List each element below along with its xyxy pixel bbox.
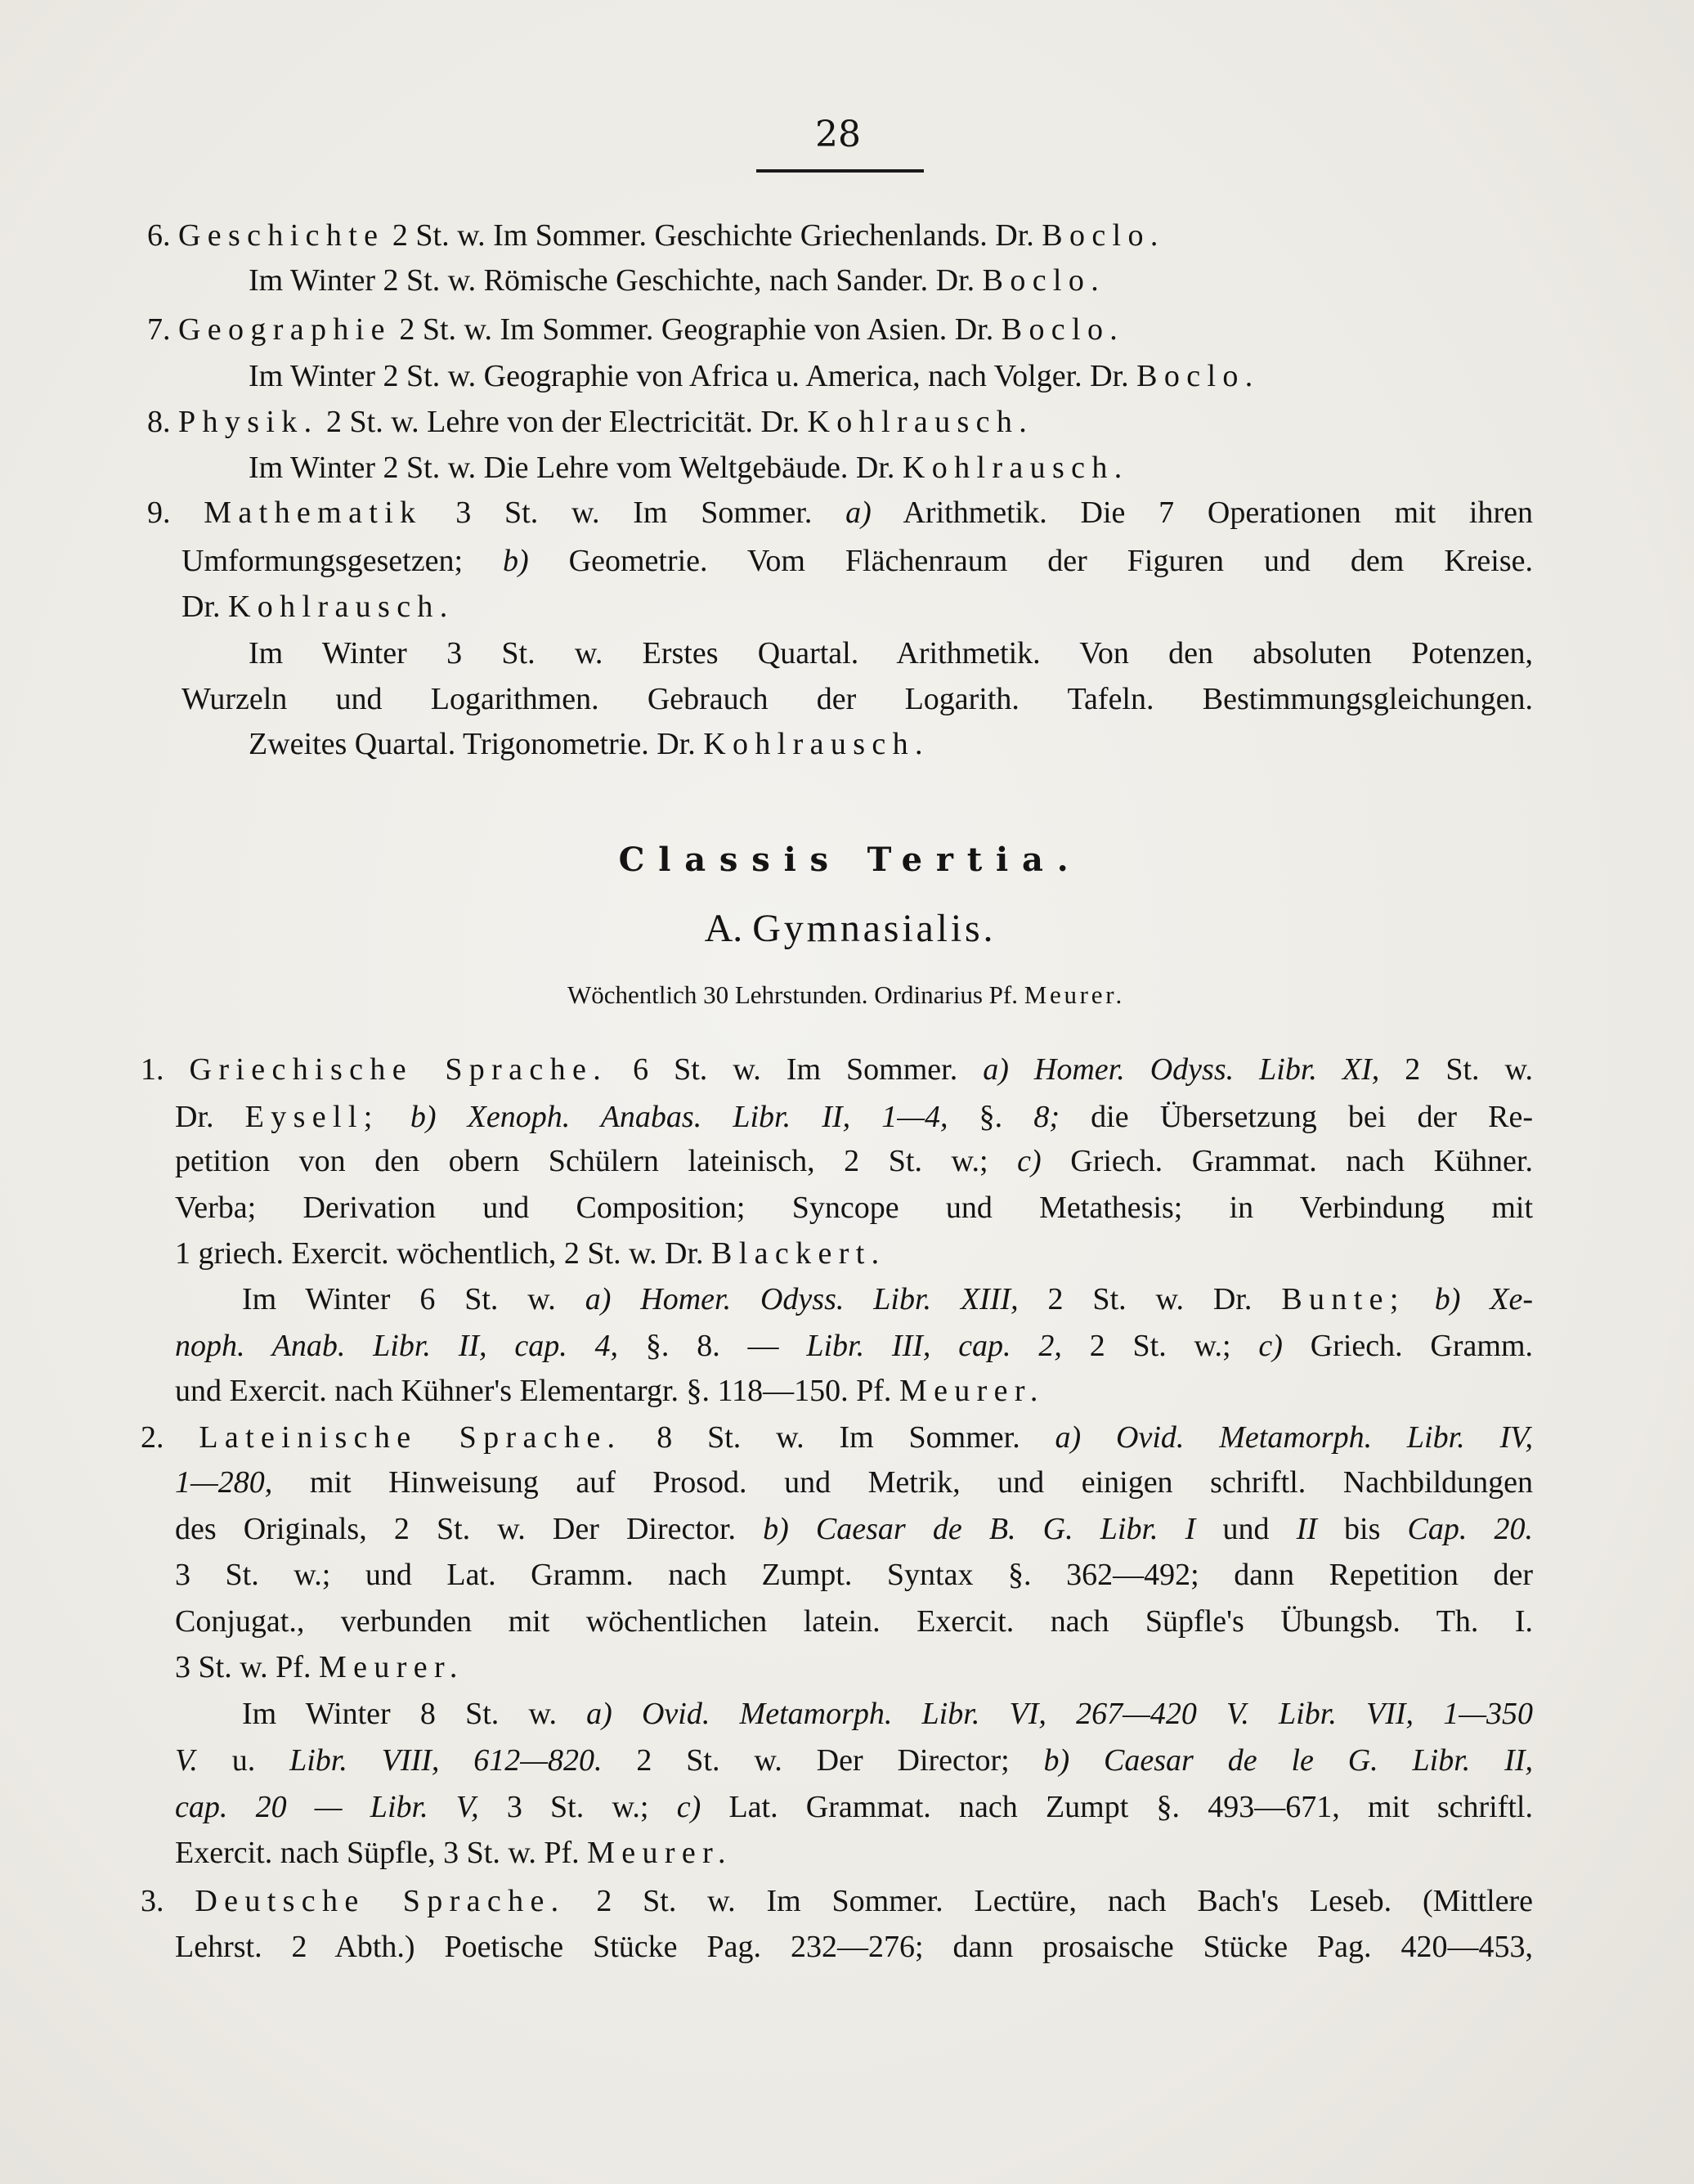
item-text: cap. 20 — Libr. V, [175,1790,479,1824]
item-text: 2 St. w. Im Sommer. Geschichte Griechenlands. Dr. [384,218,1042,253]
subject-name: Geographie [178,312,392,347]
item-text: b) Caesar de B. G. Libr. I [763,1512,1196,1546]
item-8-line [147,404,1033,440]
item-9-winter-line [249,635,1533,671]
subject-name: Griechische Sprache. [189,1052,608,1087]
item-text: noph. Anab. Libr. II, cap. 4, [175,1329,619,1363]
item-text: 1 griech. Exercit. wöchentlich, 2 St. w. Dr. [175,1236,712,1271]
section-title: Classis Tertia. [618,841,1082,879]
teacher-name: Kohlrausch. [703,727,930,761]
teacher-name: Eysell; [244,1100,379,1134]
teacher-name: Blackert. [711,1236,886,1271]
subject-name: Deutsche Sprache. [195,1884,566,1918]
item-text: Griech. Grammat. nach Kühner. [1041,1144,1533,1178]
item-text: petition von den obern Schülern lateinisch, 2 St. w.; [175,1144,1018,1178]
subject-name: Geschichte [178,218,385,253]
german-line-1 [141,1883,1533,1919]
item-number: 1. [141,1052,190,1087]
item-text: c) [676,1790,701,1824]
item-text: Libr. VIII, 612—820. [289,1743,603,1778]
item-text: Dr. [182,590,228,624]
item-text: b) [503,544,529,578]
item-text: Im Winter 2 St. w. Die Lehre vom Weltgebäude. Dr. [249,451,903,485]
teacher-name: Meurer. [899,1374,1045,1408]
item-text: b) Xenoph. Anabas. Libr. II, 1—4, [410,1100,948,1134]
latin-winter-line-1 [242,1696,1533,1732]
item-text: a) Ovid. Metamorph. Libr. VI, 267—420 V. Libr. VII, 1—350 [586,1697,1534,1731]
teacher-name: Boclo. [1042,218,1165,253]
item-text: und [1195,1512,1297,1546]
item-text: 8 St. w. Im Sommer. [621,1420,1055,1455]
item-text: Libr. III, cap. 2, [806,1329,1062,1363]
item-text: 3 St. w. Im Sommer. [422,496,846,530]
greek-winter-line-1 [242,1281,1533,1317]
item-text: Umformungsgesetzen; [182,544,504,578]
item-text: V. [175,1743,198,1778]
subject-name: Mathematik [204,496,423,530]
item-text: c) [1017,1144,1042,1178]
teacher-name: Meurer. [587,1836,733,1870]
item-text: Im Winter 2 St. w. Römische Geschichte, nach Sander. Dr. [249,263,983,298]
latin-winter-line-2 [175,1742,1533,1778]
item-text: die Übersetzung bei der Re- [1059,1100,1534,1134]
item-number: 9. [147,496,171,530]
teacher-name: Boclo. [1136,359,1260,393]
item-text: §. 8. — [618,1329,807,1363]
latin-line-1 [141,1419,1533,1455]
item-9-line-3 [182,589,455,625]
subtitle-prefix: A. [704,907,753,950]
item-text: des Originals, 2 St. w. Der Director. [175,1512,764,1546]
item-text: Wurzeln und Logarithmen. Gebrauch der Logarith. Tafeln. Bestimmungsgleichungen. [182,682,1533,716]
item-text: Dr. [175,1100,245,1134]
page-number-rule [756,169,924,173]
subject-name: Lateinische Sprache. [199,1420,622,1455]
item-text: 2 St. w. Der Director; [602,1743,1044,1778]
item-text: II [1296,1512,1317,1546]
item-text: u. [197,1743,290,1778]
item-9-line-2 [182,543,1533,579]
item-number: 6. [147,218,171,253]
item-text: Arithmetik. Die 7 Operationen mit ihren [871,496,1533,530]
teacher-name: Kohlrausch. [228,590,455,624]
greek-winter-line-2 [175,1328,1533,1364]
item-number: 7. [147,312,171,347]
item-text: Griech. Gramm. [1282,1329,1534,1363]
latin-line-4 [175,1557,1533,1593]
item-text: Conjugat., verbunden mit wöchentlichen latein. Exercit. nach Süpfle's Übungsb. Th. I. [175,1604,1533,1639]
item-text: 2 St. w. [1379,1052,1534,1087]
item-text: 3 St. w. Pf. [175,1650,319,1684]
latin-winter-line-3 [175,1789,1533,1825]
latin-line-6 [175,1649,464,1685]
german-line-2 [175,1929,1533,1965]
item-text: Exercit. nach Süpfle, 3 St. w. Pf. [175,1836,588,1870]
item-text: b) Caesar de le G. Libr. II, [1043,1743,1533,1778]
teacher-name: Bunte; [1281,1282,1405,1316]
item-text: und Exercit. nach Kühner's Elementargr. §. 118—150. Pf. [175,1374,899,1408]
item-text: bis [1316,1512,1408,1546]
item-text: 1—280, [175,1465,273,1500]
teacher-name: Meurer. [1024,980,1126,1009]
teacher-name: Boclo. [982,263,1106,298]
item-text: Cap. 20. [1407,1512,1533,1546]
teacher-name: Boclo. [1001,312,1125,347]
item-text: c) [1258,1329,1283,1363]
weekly-text: Wöchentlich 30 Lehrstunden. Ordinarius Pf. [567,980,1024,1009]
teacher-name: Kohlrausch. [902,451,1129,485]
greek-line-2 [175,1099,1533,1135]
item-text: Im Winter 6 St. w. [242,1282,585,1316]
latin-line-3 [175,1511,1533,1547]
item-text [379,1100,410,1134]
item-7-line [147,312,1124,348]
item-text: Im Winter 8 St. w. [242,1697,587,1731]
teacher-name: Meurer. [318,1650,464,1684]
item-text: Im Winter 3 St. w. Erstes Quartal. Arithmetik. Von den absoluten Potenzen, [249,636,1533,670]
section-subtitle [572,906,1128,952]
item-text: a) Homer. Odyss. Libr. XI, [983,1052,1380,1087]
item-text: mit Hinweisung auf Prosod. und Metrik, und einigen schriftl. Nachbildungen [272,1465,1533,1500]
item-8-winter-line [249,450,1129,486]
item-text: Im Winter 2 St. w. Geographie von Africa u. America, nach Volger. Dr. [249,359,1137,393]
item-6-winter-line [249,262,1105,298]
page-number: 28 [815,114,861,155]
greek-winter-line-3 [175,1373,1045,1409]
item-text: a) Ovid. Metamorph. Libr. IV, [1055,1420,1533,1455]
item-text: 2 St. w. Im Sommer. Geographie von Asien. Dr. [391,312,1002,347]
greek-line-1 [141,1052,1533,1088]
item-text: Lat. Grammat. nach Zumpt §. 493—671, mit schriftl. [701,1790,1533,1824]
item-text: Zweites Quartal. Trigonometrie. Dr. [249,727,704,761]
item-text: b) Xe- [1434,1282,1534,1316]
item-text: Verba; Derivation und Composition; Syncope und Metathesis; in Verbindung mit [175,1191,1533,1225]
item-text: a) Homer. Odyss. Libr. XIII, [585,1282,1019,1316]
item-number: 2. [141,1420,199,1455]
item-text: 2 St. w.; [1061,1329,1259,1363]
item-text: Lehrst. 2 Abth.) Poetische Stücke Pag. 232—276; dann prosaische Stücke Pag. 420—453, [175,1930,1533,1964]
subtitle-text: Gymnasialis. [752,907,997,950]
greek-line-4 [175,1190,1533,1226]
weekly-hours-line [433,980,1259,1011]
item-text: 3 St. w.; [478,1790,677,1824]
item-text [1405,1282,1435,1316]
item-text: Geometrie. Vom Flächenraum der Figuren und dem Kreise. [528,544,1534,578]
item-text: 8; [1033,1100,1060,1134]
item-number: 3. [141,1884,195,1918]
item-text: 2 St. w. Im Sommer. Lectüre, nach Bach's Leseb. (Mittlere [565,1884,1534,1918]
item-9-winter-line-2 [182,681,1533,717]
latin-winter-line-4 [175,1835,733,1871]
item-text: 3 St. w.; und Lat. Gramm. nach Zumpt. Syntax §. 362—492; dann Repetition der [175,1558,1533,1592]
item-7-winter-line [249,358,1260,394]
teacher-name: Kohlrausch. [807,405,1034,439]
item-9-winter-line-3 [249,726,930,762]
item-text: 6 St. w. Im Sommer. [607,1052,984,1087]
latin-line-5 [175,1603,1533,1639]
latin-line-2 [175,1464,1533,1500]
subject-name: Physik. [178,405,319,439]
item-number: 8. [147,405,171,439]
greek-line-3 [175,1143,1533,1179]
item-9-line [147,495,1533,531]
item-6-line [147,218,1165,253]
item-text: 2 St. w. Lehre von der Electricität. Dr. [318,405,808,439]
item-text: 2 St. w. Dr. [1018,1282,1282,1316]
item-text: a) [845,496,872,530]
greek-line-5 [175,1236,886,1271]
item-text: §. [948,1100,1034,1134]
